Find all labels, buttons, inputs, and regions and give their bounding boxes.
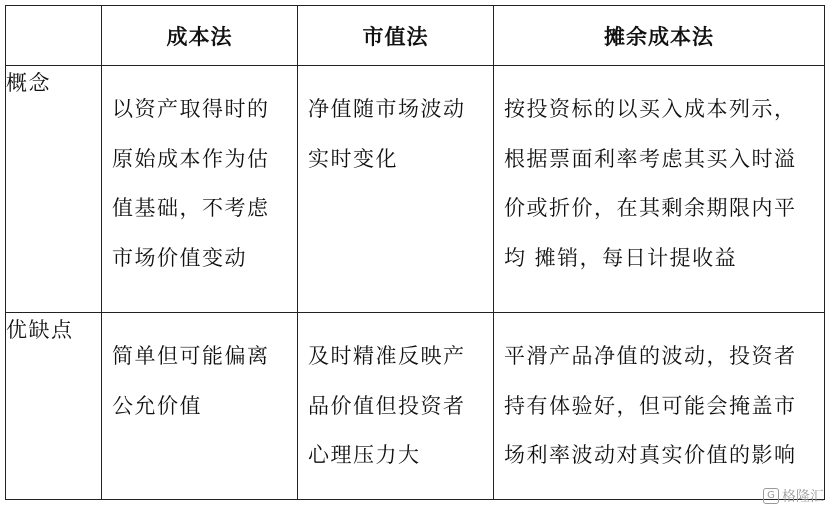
watermark-logo-icon: G [763,488,779,504]
header-empty [6,6,102,66]
comparison-table [5,5,825,500]
table-row [6,66,825,313]
cell-line: 以资产取得时的 [112,97,270,121]
cell-line: 持有体验好，但可能会掩盖市 [504,393,797,418]
header-cost-method: 成本法 [102,6,298,66]
cell-line: 简单但可能偏离 [112,344,270,368]
cell-line: 值基础，不考虑 [112,196,270,220]
table-row [6,313,825,500]
cell-line: 市场价值变动 [112,245,247,270]
cell-line: 心理压力大 [308,443,421,467]
header-amortized-cost-method: 摊余成本法 [494,6,825,66]
table-cell [298,313,494,500]
cell-line: 平滑产品净值的波动，投资者 [504,344,797,368]
watermark [763,486,824,506]
cell-line: 公允价值 [112,393,202,418]
cell-line: 及时精准反映产 [308,344,466,368]
table-cell [494,66,825,313]
table-cell [494,313,825,500]
header-row [6,6,825,66]
row-label-concept: 概念 [6,66,102,313]
cell-line: 实时变化 [308,146,398,171]
cell-line: 场利率波动对真实价值的影响 [504,443,797,467]
table-cell [102,313,298,500]
cell-line: 品价值但投资者 [308,393,466,418]
cell-line: 根据票面利率考虑其买入时溢 [504,146,797,171]
table-cell [102,66,298,313]
table-cell [298,66,494,313]
cell-line: 净值随市场波动 [308,97,466,121]
cell-line: 价或折价，在其剩余期限内平 [504,196,797,220]
cell-line: 均 摊销，每日计提收益 [504,245,738,270]
header-market-value-method: 市值法 [298,6,494,66]
cell-line: 原始成本作为估 [112,146,270,171]
cell-line: 按投资标的以买入成本列示， [504,97,797,121]
row-label-pros-cons: 优缺点 [6,313,102,500]
watermark-text: 格隆汇 [782,489,824,505]
